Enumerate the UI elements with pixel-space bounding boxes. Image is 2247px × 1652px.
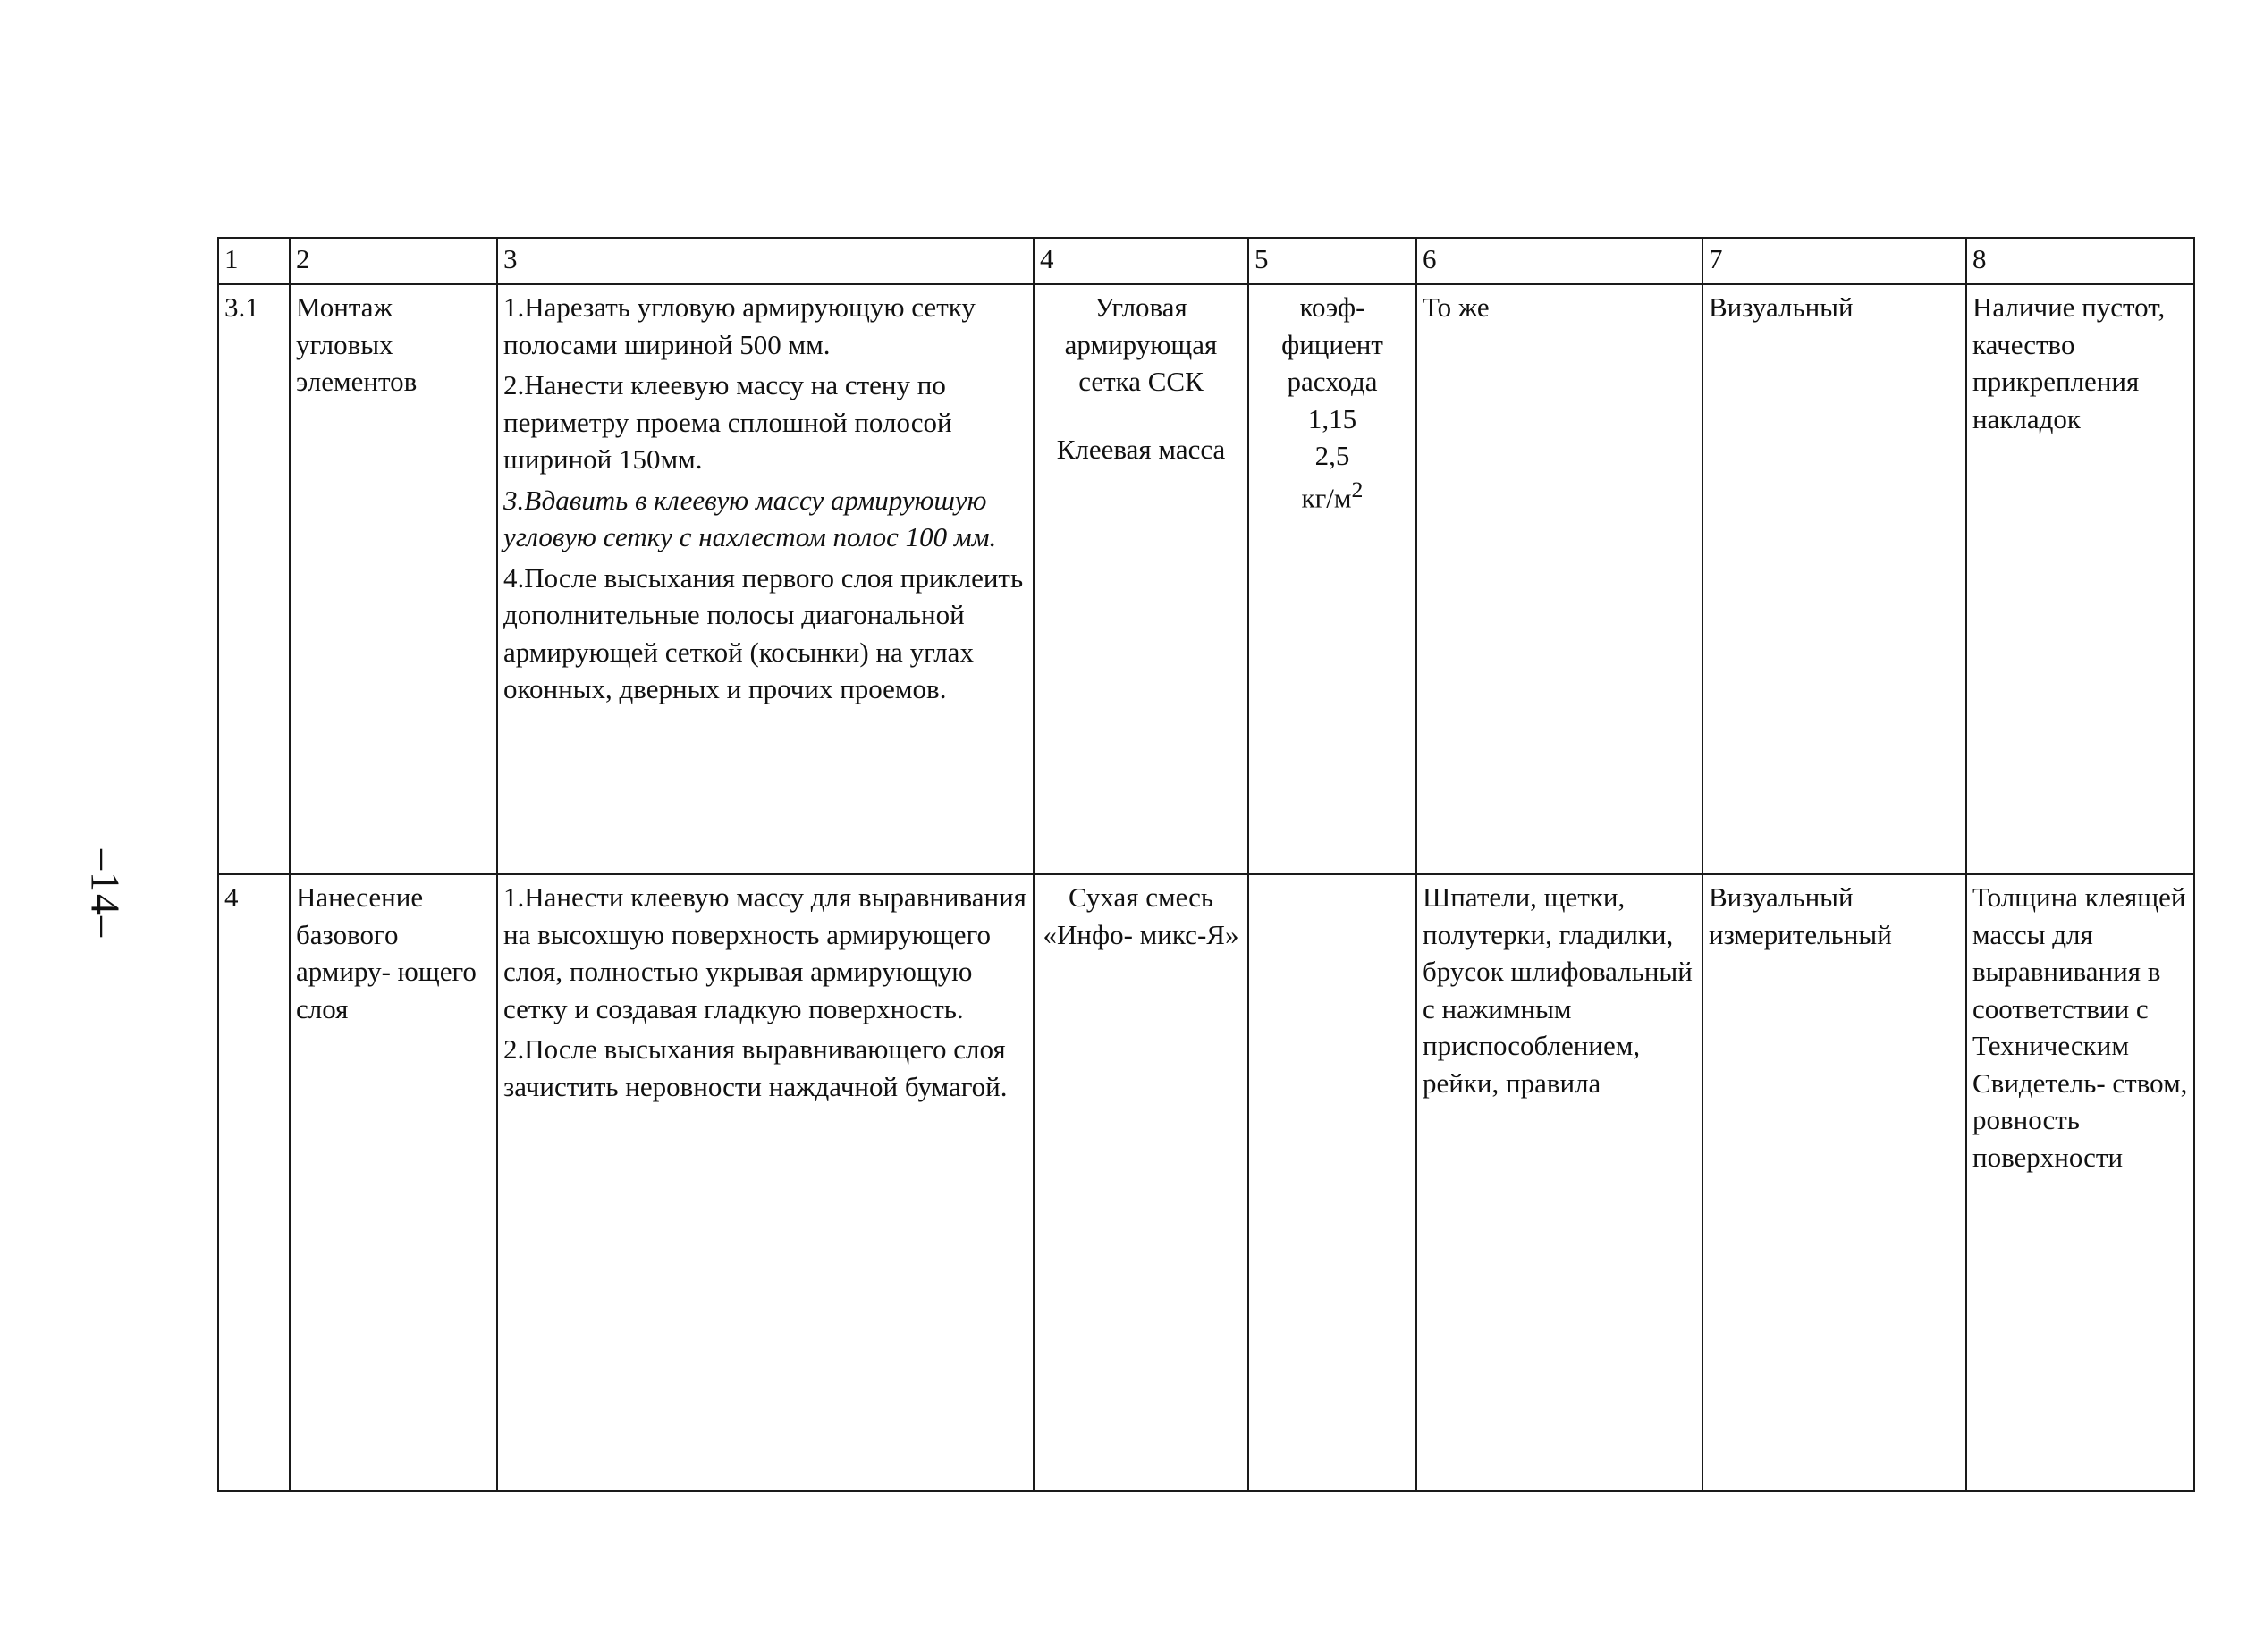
control-criteria: Толщина клеящей массы для выравнивания в соответствии с Техническим Свидетель- ством, ровность поверхности	[1966, 874, 2194, 1491]
page-number: –14–	[82, 849, 129, 939]
consumption-value: 1,15	[1307, 402, 1357, 434]
materials-cell	[1034, 874, 1248, 1491]
step-text: 4.После высыхания первого слоя приклеить дополнительные полосы диагональной армирующей сеткой (косынки) на углах оконных, дверных и прочих проемов.	[503, 561, 1024, 705]
row-number: 4	[218, 874, 290, 1491]
consumption-label: коэф- фициент расхода	[1281, 291, 1383, 398]
step-text: 2.После высыхания выравнивающего слоя зачистить неровности наждачной бумагой.	[503, 1033, 1008, 1102]
material-item: Угловая армирующая сетка ССК	[1064, 291, 1218, 398]
material-item: Сухая смесь «Инфо- микс-Я»	[1043, 881, 1239, 950]
step-text: 1.Нарезать угловую армирующую сетку полосами шириной 500 мм.	[503, 291, 976, 360]
step-text: 2.Нанести клеевую массу на стену по периметру проема сплошной полосой шириной 150мм.	[503, 369, 952, 476]
control-method: Визуальный	[1702, 284, 1966, 874]
header-cell: 8	[1966, 238, 2194, 284]
unit-superscript: 2	[1351, 476, 1364, 502]
header-cell: 1	[218, 238, 290, 284]
table-row	[218, 284, 2194, 874]
tools-cell: Шпатели, щетки, полутерки, гладилки, брусок шлифовальный с нажимным приспособлением, рейки, правила	[1416, 874, 1702, 1491]
material-item: Клеевая масса	[1056, 433, 1226, 465]
operation-steps	[497, 874, 1034, 1491]
row-number: 3.1	[218, 284, 290, 874]
header-cell: 3	[497, 238, 1034, 284]
control-method: Визуальный измерительный	[1702, 874, 1966, 1491]
consumption-value: 2,5	[1314, 440, 1350, 472]
unit-text: кг/м	[1301, 481, 1352, 513]
consumption-cell	[1248, 874, 1416, 1491]
step-text: 1.Нанести клеевую массу для выравнивания на высохшую поверхность армирующего слоя, полностью укрывая армирующую сетку и создавая гладкую поверхность.	[503, 881, 1026, 1024]
control-criteria: Наличие пустот, качество прикрепления накладок	[1966, 284, 2194, 874]
operation-steps	[497, 284, 1034, 874]
header-cell: 6	[1416, 238, 1702, 284]
header-row	[218, 238, 2194, 284]
tools-cell: То же	[1416, 284, 1702, 874]
operation-name: Нанесение базового армиру- ющего слоя	[290, 874, 497, 1491]
header-cell: 2	[290, 238, 497, 284]
header-cell: 4	[1034, 238, 1248, 284]
table-row	[218, 874, 2194, 1491]
consumption-unit	[1254, 475, 1410, 517]
consumption-cell	[1248, 284, 1416, 874]
work-table	[217, 237, 2195, 1492]
materials-cell	[1034, 284, 1248, 874]
header-cell: 5	[1248, 238, 1416, 284]
step-text: 3.Вдавить в клеевую массу армируюшую угловую сетку с нахлестом полос 100 мм.	[503, 484, 997, 553]
operation-name: Монтаж угловых элементов	[290, 284, 497, 874]
header-cell: 7	[1702, 238, 1966, 284]
